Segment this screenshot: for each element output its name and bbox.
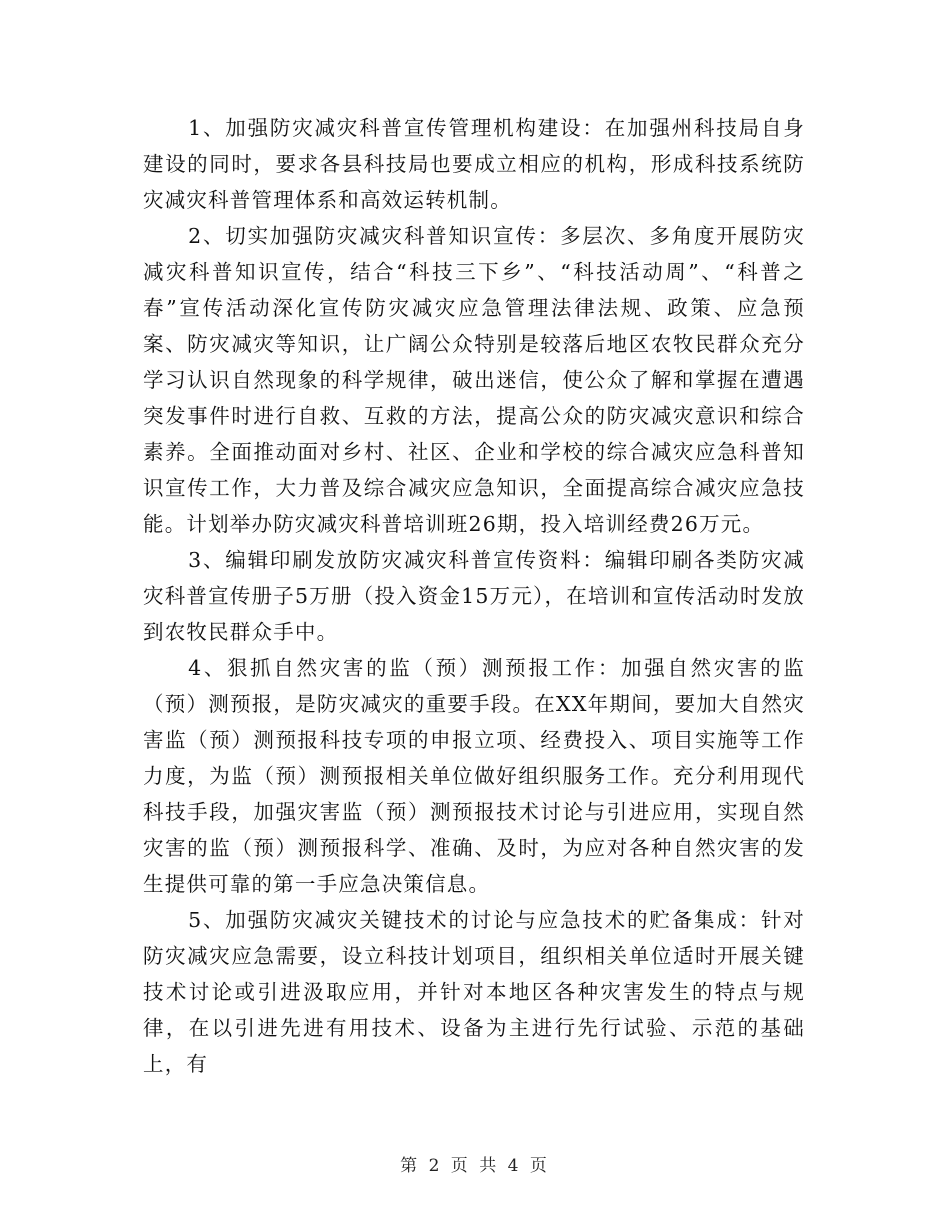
document-body [143,110,805,1082]
paragraph-3: 3、编辑印刷发放防灾减灾科普宣传资料：编辑印刷各类防灾减灾科普宣传册子5万册（投入资金15万元），在培训和宣传活动时发放到农牧民群众手中。 [143,548,805,644]
page-footer: 第 2 页 共 4 页 [400,1156,550,1176]
paragraph-4: 4、狠抓自然灾害的监（预）测预报工作：加强自然灾害的监（预）测预报，是防灾减灾的重要手段。在XX年期间，要加大自然灾害监（预）测预报科技专项的申报立项、经费投入、项目实施等工作力度，为监（预）测预报相关单位做好组织服务工作。充分利用现代科技手段，加强灾害监（预）测预报技术讨论与引进应用，实现自然灾害的监（预）测预报科学、准确、及时，为应对各种自然灾害的发生提供可靠的第一手应急决策信息。 [143,656,805,896]
paragraph-5: 5、加强防灾减灾关键技术的讨论与应急技术的贮备集成：针对防灾减灾应急需要，设立科技计划项目，组织相关单位适时开展关键技术讨论或引进汲取应用，并针对本地区各种灾害发生的特点与规律，在以引进先进有用技术、设备为主进行先行试验、示范的基础上，有 [143,908,805,1076]
paragraph-1: 1、加强防灾减灾科普宣传管理机构建设：在加强州科技局自身建设的同时，要求各县科技局也要成立相应的机构，形成科技系统防灾减灾科普管理体系和高效运转机制。 [143,116,805,212]
paragraph-2: 2、切实加强防灾减灾科普知识宣传：多层次、多角度开展防灾减灾科普知识宣传，结合“科技三下乡”、“科技活动周”、“科普之春”宣传活动深化宣传防灾减灾应急管理法律法规、政策、应急预案、防灾减灾等知识，让广阔公众特别是较落后地区农牧民群众充分学习认识自然现象的科学规律，破出迷信，使公众了解和掌握在遭遇突发事件时进行自救、互救的方法，提高公众的防灾减灾意识和综合素养。全面推动面对乡村、社区、企业和学校的综合减灾应急科普知识宣传工作，大力普及综合减灾应急知识，全面提高综合减灾应急技能。计划举办防灾减灾科普培训班26期，投入培训经费26万元。 [143,224,805,536]
